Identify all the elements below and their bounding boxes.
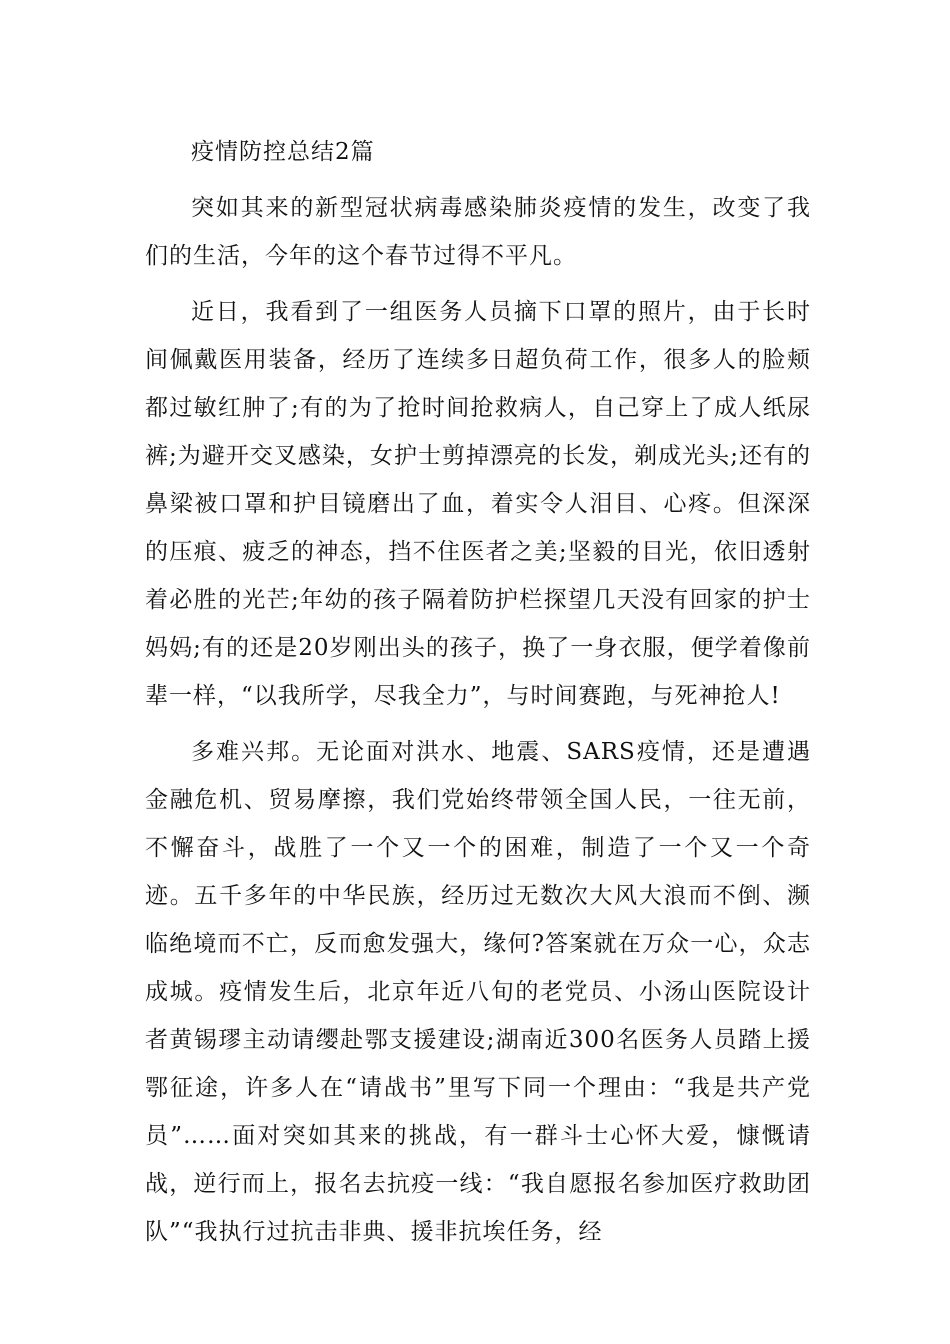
paragraph-3: 多难兴邦。无论面对洪水、地震、SARS疫情，还是遭遇金融危机、贸易摩擦，我们党始终带领全国人民，一往无前，不懈奋斗，战胜了一个又一个的困难，制造了一个又一个奇迹。五千多年的中华民族，经历过无数次大风大浪而不倒、濒临绝境而不亡，反而愈发强大，缘何?答案就在万众一心，众志成城。疫情发生后，北京年近八旬的老党员、小汤山医院设计者黄锡璆主动请缨赴鄂支援建设;湖南近300名医务人员踏上援鄂征途，许多人在“请战书”里写下同一个理由：“我是共产党员”……面对突如其来的挑战，有一群斗士心怀大爱，慷慨请战，逆行而上，报名去抗疫一线：“我自愿报名参加医疗救助团队”“我执行过抗击非典、援非抗埃任务，经: [145, 739, 811, 1245]
document-body: [145, 128, 811, 1256]
document-title: 疫情防控总结2篇: [191, 139, 375, 165]
paragraph-1: 突如其来的新型冠状病毒感染肺炎疫情的发生，改变了我们的生活，今年的这个春节过得不平凡。: [145, 195, 811, 269]
paragraph-2: 近日，我看到了一组医务人员摘下口罩的照片，由于长时间佩戴医用装备，经历了连续多日超负荷工作，很多人的脸颊都过敏红肿了;有的为了抢时间抢救病人，自己穿上了成人纸尿裤;为避开交叉感染，女护士剪掉漂亮的长发，剃成光头;还有的鼻梁被口罩和护目镜磨出了血，着实令人泪目、心疼。但深深的压痕、疲乏的神态，挡不住医者之美;坚毅的目光，依旧透射着必胜的光芒;年幼的孩子隔着防护栏探望几天没有回家的护士妈妈;有的还是20岁刚出头的孩子，换了一身衣服，便学着像前辈一样，“以我所学，尽我全力”，与时间赛跑，与死神抢人!: [145, 299, 811, 709]
